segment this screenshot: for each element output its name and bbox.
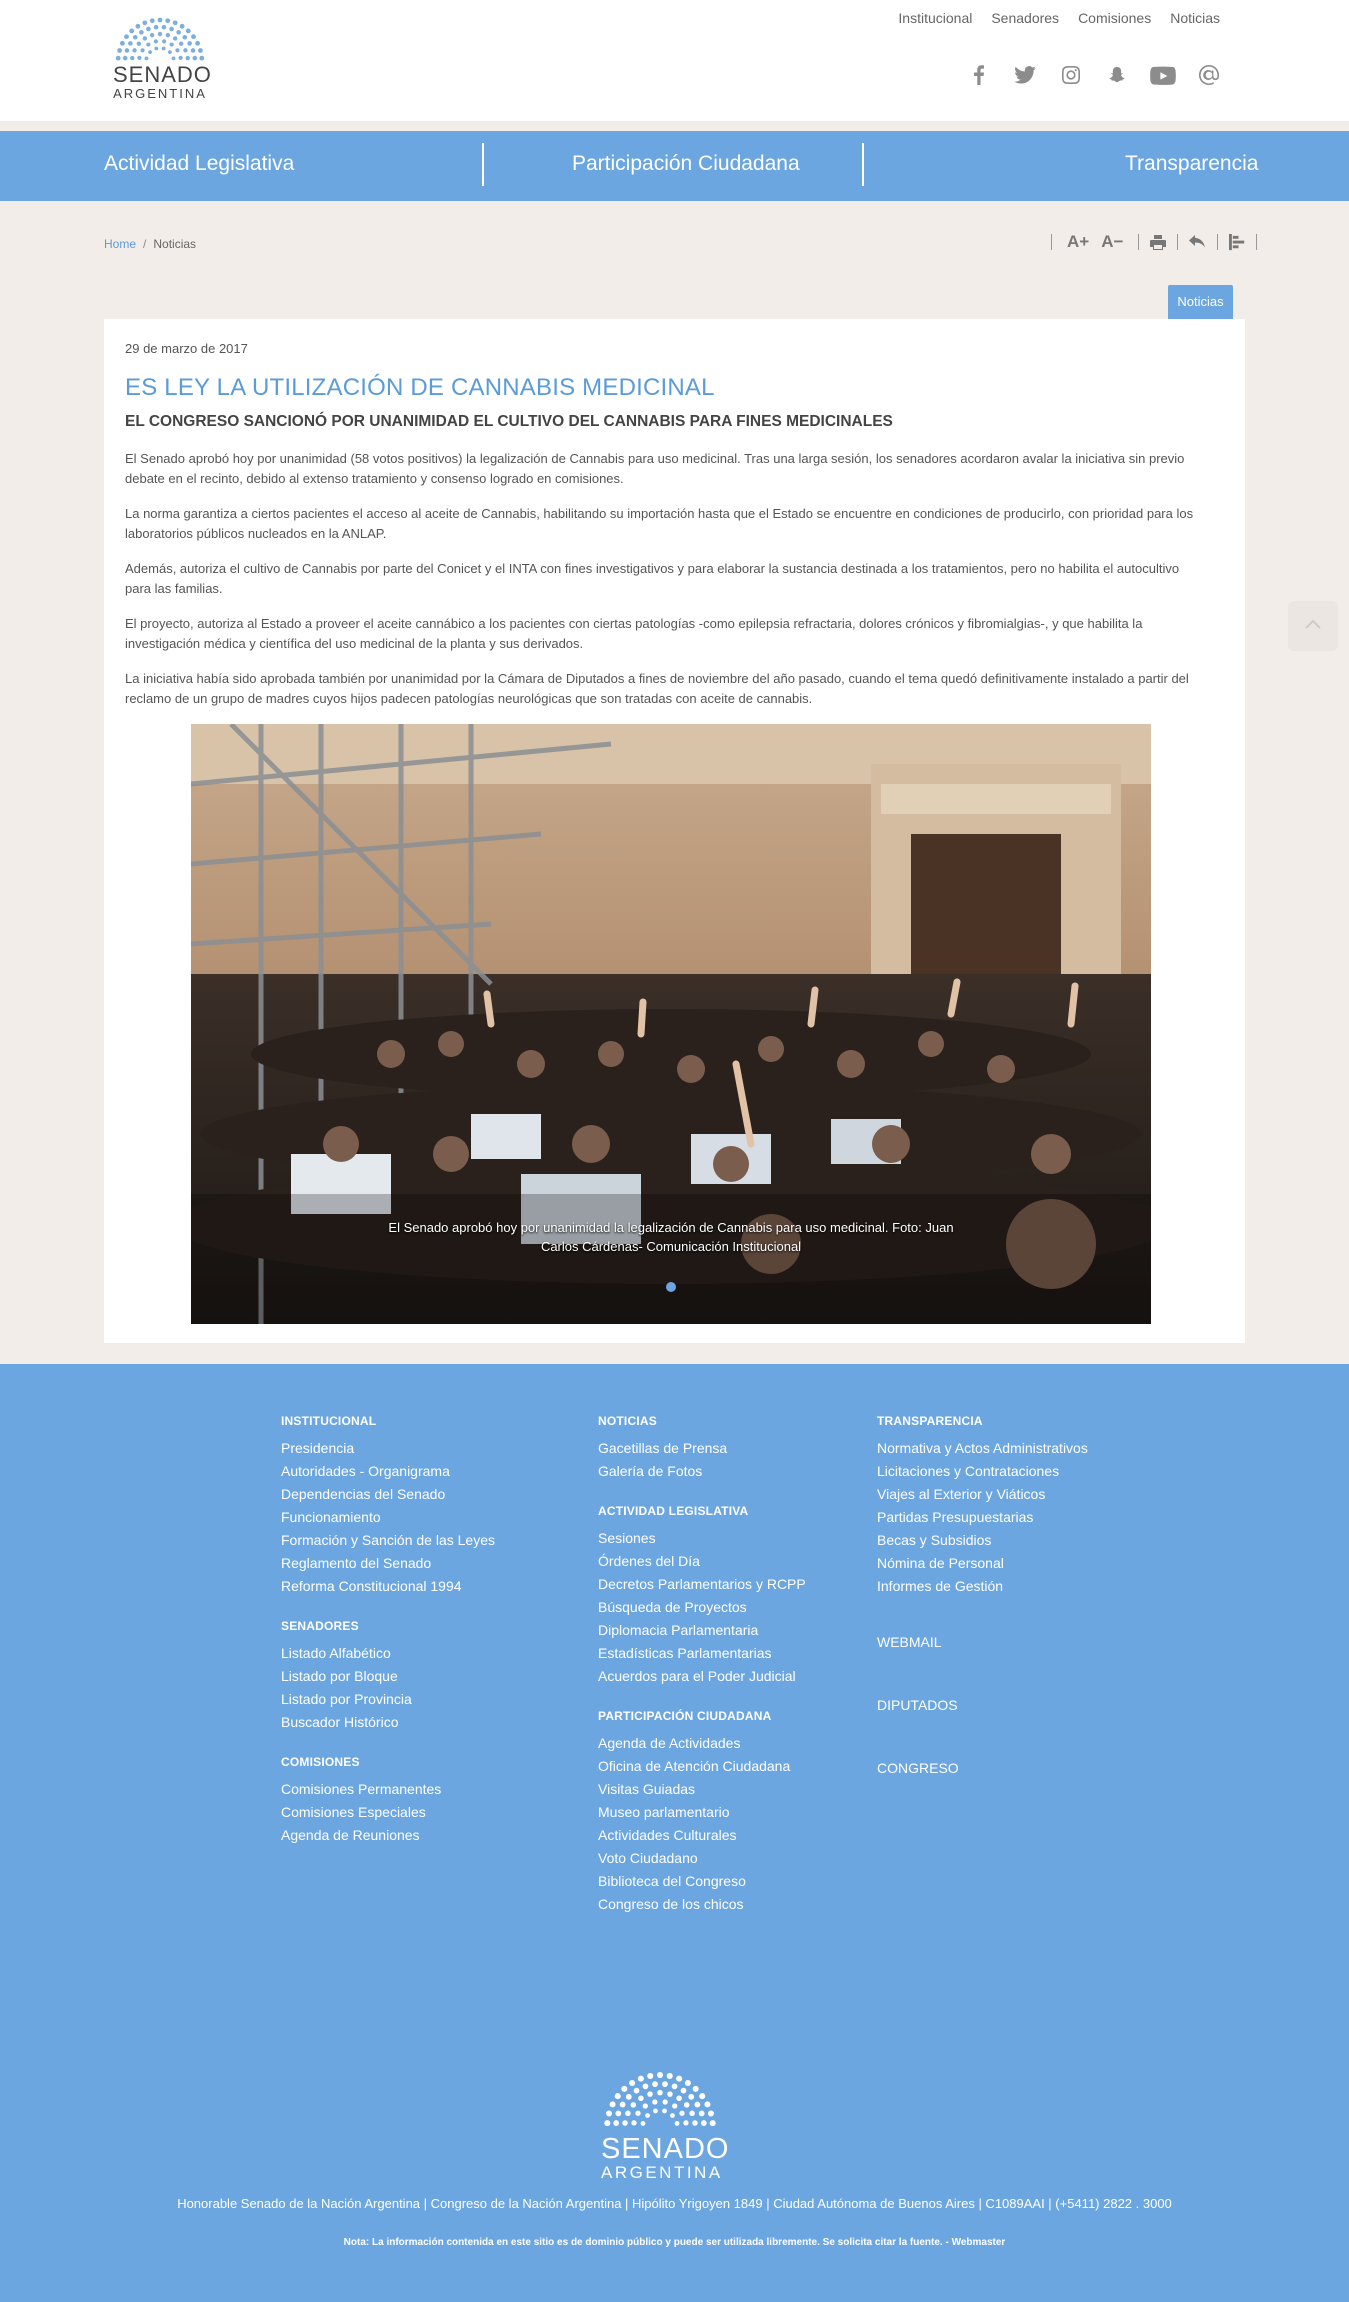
logo-dot — [142, 20, 147, 25]
footer-link[interactable]: Reglamento del Senado — [281, 1555, 432, 1571]
article-subtitle: EL CONGRESO SANCIONÓ POR UNANIMIDAD EL CULTIVO DEL CANNABIS PARA FINES MEDICINALES — [125, 413, 893, 430]
news-article — [104, 319, 1245, 1343]
logo-dot — [129, 29, 134, 34]
logo-dot — [710, 2120, 716, 2126]
logo-dot — [701, 2120, 707, 2126]
logo-dot — [676, 2076, 682, 2082]
top-nav-senadores[interactable]: Senadores — [991, 10, 1060, 26]
footer-link[interactable]: Listado Alfabético — [281, 1645, 391, 1661]
footer-logo-line-2: ARGENTINA — [601, 2163, 723, 2182]
footer-link[interactable]: Visitas Guiadas — [598, 1781, 696, 1797]
section-tab-noticias[interactable]: Noticias — [1168, 285, 1233, 319]
logo-dot — [140, 48, 144, 52]
main-nav-transparencia[interactable]: Transparencia — [1125, 152, 1259, 175]
logo-dot — [689, 2111, 695, 2117]
main-nav — [0, 131, 1349, 201]
senado-logo[interactable] — [113, 16, 212, 101]
footer-link[interactable]: Diplomacia Parlamentaria — [598, 1622, 759, 1638]
logo-dot — [610, 2101, 616, 2107]
logo-dot — [154, 25, 159, 30]
logo-dot — [647, 2091, 653, 2097]
footer-link[interactable]: Actividades Culturales — [598, 1827, 737, 1843]
photo-caption: El Senado aprobó hoy por unanimidad la legalización de Cannabis para uso medicinal. Foto: Juan Carlos Cárdenas- Comunicación Institucional — [388, 1220, 954, 1254]
logo-dot — [132, 48, 136, 52]
footer-link[interactable]: Presidencia — [281, 1440, 355, 1456]
logo-dot — [613, 2120, 619, 2126]
article-paragraph: El proyecto, autoriza al Estado a proveer el aceite cannábico a los pacientes con ciertas patologías -como epilepsia refractaria, dolores crónicos y fibromialgias-, y que habilita la investigación médica y científica del uso medicinal de la planta y sus derivados. — [125, 616, 1143, 651]
tools-divider — [1256, 234, 1257, 250]
footer-link[interactable]: Comisiones Especiales — [281, 1804, 426, 1820]
logo-dot — [199, 56, 204, 61]
footer-link[interactable]: Órdenes del Día — [598, 1553, 700, 1569]
footer-link[interactable]: Normativa y Actos Administrativos — [877, 1440, 1088, 1456]
logo-dot — [670, 2113, 675, 2118]
logo-dot — [173, 36, 177, 40]
logo-dot — [162, 47, 166, 51]
footer-diputados-link[interactable]: DIPUTADOS — [877, 1697, 958, 1713]
article-photo-slider[interactable] — [191, 724, 1151, 1324]
site-footer — [0, 1364, 1349, 2302]
logo-dot — [643, 2103, 648, 2108]
site-header — [0, 0, 1349, 121]
snapchat-icon[interactable] — [1104, 64, 1130, 86]
breadcrumb-current: Noticias — [153, 237, 197, 251]
top-nav-institucional[interactable]: Institucional — [898, 10, 973, 26]
logo-line-1: SENADO — [113, 62, 212, 87]
logo-dot — [139, 30, 144, 35]
footer-link[interactable]: Oficina de Atención Ciudadana — [598, 1758, 791, 1774]
footer-link[interactable]: Informes de Gestión — [877, 1578, 1004, 1594]
footer-link[interactable]: Reforma Constitucional 1994 — [281, 1578, 462, 1594]
footer-link[interactable]: Búsqueda de Proyectos — [598, 1599, 747, 1615]
logo-dot — [198, 48, 203, 53]
tools-divider — [1138, 234, 1139, 250]
footer-senado-logo[interactable] — [601, 2070, 730, 2182]
logo-dot — [708, 2110, 714, 2116]
logo-dot — [645, 2113, 650, 2118]
logo-dot — [604, 2120, 610, 2126]
logo-dot — [653, 2109, 658, 2114]
logo-dot — [130, 56, 134, 60]
logo-dot — [685, 2080, 691, 2086]
logo-dot — [170, 42, 174, 46]
logo-dot — [694, 2102, 700, 2108]
logo-dot — [150, 33, 154, 37]
logo-dot — [146, 42, 150, 46]
top-nav — [898, 10, 1220, 26]
logo-dot — [647, 2073, 653, 2079]
footer-link[interactable]: Comisiones Permanentes — [281, 1781, 442, 1797]
footer-congreso-link[interactable]: CONGRESO — [877, 1760, 959, 1776]
logo-dot — [123, 56, 128, 61]
footer-link[interactable]: Dependencias del Senado — [281, 1486, 446, 1502]
footer-link[interactable]: Agenda de Reuniones — [281, 1827, 420, 1843]
logo-dot — [186, 56, 190, 60]
logo-dot — [652, 2081, 658, 2087]
footer-heading: SENADORES — [281, 1619, 359, 1633]
logo-dot — [124, 34, 129, 39]
logo-dot — [662, 2109, 667, 2114]
logo-dot — [125, 48, 130, 53]
article-title: ES LEY LA UTILIZACIÓN DE CANNABIS MEDICINAL — [125, 374, 715, 401]
footer-heading: INSTITUCIONAL — [281, 1414, 377, 1428]
logo-dot — [622, 2120, 628, 2126]
font-increase-button[interactable]: A+ — [1067, 232, 1090, 251]
footer-heading: NOTICIAS — [598, 1414, 657, 1428]
logo-dot — [117, 48, 122, 53]
logo-dot — [667, 2073, 673, 2079]
main-nav-actividad-legislativa[interactable]: Actividad Legislativa — [104, 152, 295, 175]
footer-address: Honorable Senado de la Nación Argentina | Congreso de la Nación Argentina | Hipólito Yrigoyen 1849 | Ciudad Autónoma de Buenos Aires | C1089AAI | (+5411) 2822 . 3000 — [177, 2196, 1172, 2211]
breadcrumb — [104, 237, 196, 251]
footer-link[interactable]: Funcionamiento — [281, 1509, 381, 1525]
logo-dot — [606, 2110, 612, 2116]
logo-dot — [180, 24, 185, 29]
article-date: 29 de marzo de 2017 — [125, 341, 248, 356]
footer-link[interactable]: Museo parlamentario — [598, 1804, 730, 1820]
logo-dot — [672, 2083, 678, 2089]
main-nav-divider — [862, 143, 864, 186]
page-tools — [1040, 231, 1268, 253]
logo-dot — [675, 2121, 680, 2126]
footer-column-2 — [598, 1414, 806, 1937]
back-icon[interactable] — [1189, 235, 1206, 250]
logo-dot — [162, 39, 166, 43]
footer-column-3 — [877, 1414, 1088, 1823]
logo-dot — [158, 18, 163, 23]
footer-link[interactable]: Gacetillas de Prensa — [598, 1440, 728, 1456]
logo-dot — [192, 56, 197, 61]
top-nav-comisiones[interactable]: Comisiones — [1078, 10, 1152, 26]
logo-dot — [182, 35, 187, 40]
logo-dot — [688, 2094, 694, 2100]
footer-link[interactable]: Agenda de Actividades — [598, 1735, 741, 1751]
logo-dot — [657, 2072, 663, 2078]
logo-dot — [195, 41, 200, 46]
logo-dot — [169, 27, 174, 32]
logo-dot — [672, 2103, 677, 2108]
logo-dot — [620, 2102, 626, 2108]
logo-dot — [679, 2111, 684, 2116]
footer-note: Nota: La información contenida en este sitio es de dominio público y puede ser utilizada libremente. Se solicita citar la fuente. - Webmaster — [343, 2237, 1006, 2248]
tools-divider — [1177, 234, 1178, 250]
footer-link[interactable]: Listado por Bloque — [281, 1668, 398, 1684]
tools-divider — [1217, 234, 1218, 250]
logo-dot — [681, 2088, 687, 2094]
footer-link[interactable]: Listado por Provincia — [281, 1691, 412, 1707]
email-at-icon[interactable] — [1196, 64, 1222, 86]
logo-dot — [699, 2093, 705, 2099]
logo-dot — [693, 2086, 699, 2092]
logo-dot — [172, 56, 176, 60]
footer-link[interactable]: Partidas Presupuestarias — [877, 1509, 1034, 1525]
slider-dot-active[interactable] — [666, 1282, 676, 1292]
logo-dot — [187, 41, 192, 46]
chevron-up-icon — [1305, 619, 1321, 629]
logo-dot — [631, 2102, 637, 2108]
logo-dot — [158, 32, 162, 36]
logo-dot — [625, 2111, 631, 2117]
footer-heading: ACTIVIDAD LEGISLATIVA — [598, 1504, 749, 1518]
logo-dot — [191, 34, 196, 39]
footer-link[interactable]: Decretos Parlamentarios y RCPP — [598, 1576, 806, 1592]
scroll-to-top-button[interactable] — [1288, 601, 1338, 651]
logo-dot — [615, 2111, 621, 2117]
footer-link[interactable]: Nómina de Personal — [877, 1555, 1004, 1571]
twitter-icon[interactable] — [1012, 64, 1038, 86]
breadcrumb-home[interactable]: Home — [104, 237, 137, 251]
logo-dot — [635, 2111, 640, 2116]
share-icon[interactable] — [1229, 234, 1245, 251]
logo-dot — [634, 2088, 640, 2094]
logo-dot — [162, 25, 167, 30]
logo-emblem-icon — [115, 16, 205, 62]
article-body — [125, 449, 1200, 724]
logo-dot — [179, 56, 183, 60]
logo-dot — [183, 48, 187, 52]
logo-dot — [116, 56, 121, 61]
article-paragraph: El Senado aprobó hoy por unanimidad (58 votos positivos) la legalización de Cannabis para uso medicinal. Tras una larga sesión, los senadores acordaron avalar la iniciativa sin previo debate en el recinto, debido al extenso tratamiento y consenso logrado en comisiones. — [125, 451, 1185, 486]
logo-dot — [173, 20, 178, 25]
logo-dot — [135, 24, 140, 29]
article-paragraph: Además, autoriza el cultivo de Cannabis por parte del Conicet y el INTA con fines investigativos y para elaborar la sustancia destinada a los tratamientos, pero no habilita el autocultivo para las familias. — [125, 561, 1180, 596]
footer-heading: PARTICIPACIÓN CIUDADANA — [598, 1709, 772, 1723]
footer-link[interactable]: Licitaciones y Contrataciones — [877, 1463, 1060, 1479]
footer-link[interactable]: Biblioteca del Congreso — [598, 1873, 746, 1889]
logo-dot — [641, 2121, 646, 2126]
logo-dot — [629, 2080, 635, 2086]
youtube-icon[interactable] — [1150, 64, 1176, 86]
footer-column-1 — [281, 1414, 495, 1868]
logo-dot — [154, 47, 158, 51]
footer-link[interactable]: Formación y Sanción de las Leyes — [281, 1532, 495, 1548]
footer-link[interactable]: Congreso de los chicos — [598, 1896, 744, 1912]
footer-link[interactable]: Viajes al Exterior y Viáticos — [877, 1486, 1046, 1502]
logo-dot — [667, 2091, 673, 2097]
logo-dot — [168, 50, 172, 54]
logo-dot — [186, 29, 191, 34]
logo-dot — [621, 2086, 627, 2092]
logo-dot — [179, 41, 183, 45]
logo-dot — [683, 2120, 688, 2125]
footer-link[interactable]: Acuerdos para el Poder Judicial — [598, 1668, 796, 1684]
breadcrumb-separator: / — [143, 237, 147, 251]
footer-link[interactable]: Becas y Subsidios — [877, 1532, 992, 1548]
logo-dot — [684, 2102, 690, 2108]
logo-dot — [643, 2083, 649, 2089]
instagram-icon[interactable] — [1058, 64, 1084, 86]
logo-dot — [626, 2094, 632, 2100]
footer-link[interactable]: Estadísticas Parlamentarias — [598, 1645, 772, 1661]
logo-dot — [615, 2093, 621, 2099]
main-nav-divider — [482, 143, 484, 186]
logo-dot — [128, 41, 133, 46]
footer-link[interactable]: Autoridades - Organigrama — [281, 1463, 450, 1479]
logo-dot — [638, 2096, 644, 2102]
top-nav-noticias[interactable]: Noticias — [1170, 10, 1220, 26]
logo-dot — [676, 2096, 682, 2102]
footer-logo-emblem-icon — [603, 2070, 717, 2128]
logo-dot — [191, 48, 196, 53]
logo-dot — [699, 2111, 705, 2117]
logo-dot — [166, 33, 170, 37]
tools-divider — [1051, 234, 1052, 250]
footer-logo-line-1: SENADO — [601, 2133, 730, 2165]
logo-dot — [137, 41, 141, 45]
logo-dot — [631, 2120, 636, 2125]
logo-dot — [652, 2099, 657, 2104]
logo-dot — [143, 36, 147, 40]
logo-dot — [137, 56, 141, 60]
logo-dot — [148, 50, 152, 54]
footer-webmail-link[interactable]: WEBMAIL — [877, 1634, 942, 1650]
font-decrease-button[interactable]: A− — [1101, 232, 1124, 251]
article-paragraph: La iniciativa había sido aprobada también por unanimidad por la Cámara de Diputados a fines de noviembre del año pasado, cuando el tema quedó definitivamente instalado a partir del reclamo de un grupo de madres cuyos hijos padecen patologías neurológicas que son tratadas con aceite de cannabis. — [125, 671, 1189, 706]
logo-dot — [133, 35, 138, 40]
logo-line-2: ARGENTINA — [113, 86, 207, 101]
logo-dot — [146, 27, 151, 32]
logo-dot — [165, 18, 170, 23]
logo-dot — [154, 39, 158, 43]
logo-dot — [692, 2120, 698, 2126]
logo-dot — [145, 56, 149, 60]
footer-heading: COMISIONES — [281, 1755, 360, 1769]
logo-dot — [150, 18, 155, 23]
social-links — [966, 64, 1222, 86]
footer-heading: TRANSPARENCIA — [877, 1414, 983, 1428]
footer-link[interactable]: Buscador Histórico — [281, 1714, 399, 1730]
logo-dot — [657, 2090, 663, 2096]
logo-dot — [662, 2081, 668, 2087]
footer-link[interactable]: Galería de Fotos — [598, 1463, 703, 1479]
footer-link[interactable]: Sesiones — [598, 1530, 656, 1546]
logo-dot — [663, 2099, 668, 2104]
logo-dot — [176, 30, 181, 35]
logo-dot — [120, 41, 125, 46]
facebook-icon[interactable] — [966, 64, 992, 86]
logo-dot — [638, 2076, 644, 2082]
logo-dot — [175, 48, 179, 52]
print-icon[interactable] — [1150, 235, 1166, 250]
article-paragraph: La norma garantiza a ciertos pacientes el acceso al aceite de Cannabis, habilitando su importación hasta que el Estado se encuentre en condiciones de producirlo, con prioridad para los laboratorios públicos nucleados en la ANLAP. — [125, 506, 1194, 541]
main-nav-participacion-ciudadana[interactable]: Participación Ciudadana — [572, 152, 800, 175]
logo-dot — [704, 2101, 710, 2107]
footer-link[interactable]: Voto Ciudadano — [598, 1850, 698, 1866]
